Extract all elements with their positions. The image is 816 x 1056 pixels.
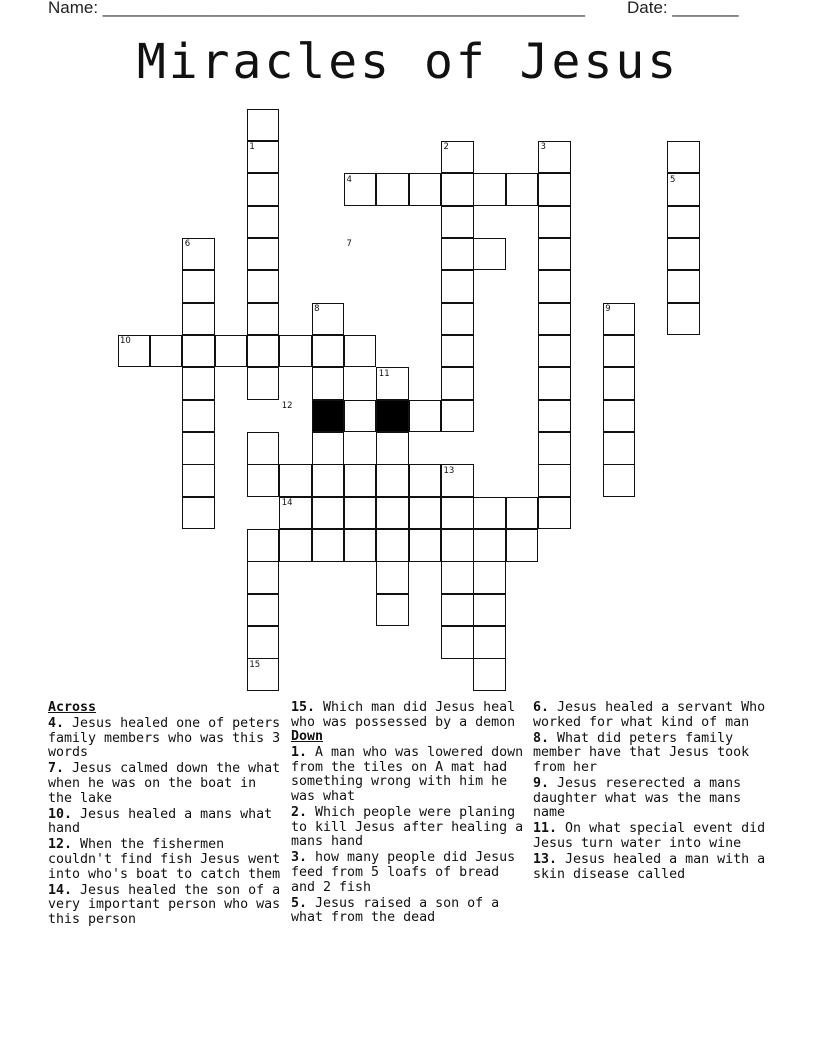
grid-cell[interactable] [603,335,636,368]
clue-number-5: 5 [669,174,676,185]
grid-cell[interactable] [441,400,474,433]
grid-cell[interactable] [538,400,571,433]
grid-cell[interactable] [182,335,215,368]
down-clue-3: 3. how many people did Jesus feed from 5 loafs of bread and 2 fish [291,850,516,895]
grid-cell[interactable] [409,173,442,206]
grid-cell[interactable] [538,335,571,368]
grid-cell[interactable] [603,464,636,497]
grid-cell[interactable] [247,335,280,368]
page-title: Miracles of Jesus [136,34,680,90]
grid-cell[interactable] [473,658,506,691]
across-clue-4: 4. Jesus healed one of peters family members who was this 3 words [48,716,281,761]
clue-number-2: 2 [443,142,449,153]
down-clue-13: 13. Jesus healed a man with a skin disease called [533,851,766,882]
grid-cell[interactable] [441,367,474,400]
grid-cell[interactable] [603,432,636,465]
clue-number-12: 12 [281,401,293,412]
grid-cell[interactable] [376,173,409,206]
grid-cell[interactable] [344,335,377,368]
grid-cell[interactable] [409,497,442,530]
grid-cell[interactable] [182,464,215,497]
grid-cell[interactable] [376,497,409,530]
clue-number-11: 11 [378,368,390,379]
grid-cell[interactable] [473,626,506,659]
grid-cell[interactable] [409,464,442,497]
grid-cell[interactable] [441,206,474,239]
across-clue-12: 12. When the fishermen couldn't find fish Jesus went into who's boat to catch them [48,837,281,882]
clue-number-13: 13 [443,465,455,476]
grid-cell[interactable] [312,367,345,400]
grid-cell[interactable] [667,238,700,271]
grid-cell[interactable] [344,497,377,530]
grid-cell[interactable] [312,335,345,368]
grid-cell[interactable] [538,238,571,271]
down-heading: Down [291,729,324,745]
clue-number-14: 14 [281,498,293,509]
down-clue-1: 1. A man who was lowered down from the tiles on A mat had something wrong with him he was what [291,745,524,805]
grid-cell[interactable] [344,400,377,433]
grid-cell[interactable] [182,270,215,303]
grid-cell[interactable] [409,529,442,562]
across-clue-10: 10. Jesus healed a mans what hand [48,806,273,837]
clues-column-3 [533,701,773,882]
grid-cell[interactable] [441,173,474,206]
grid-cell[interactable] [215,335,248,368]
grid-cell[interactable] [376,464,409,497]
grid-cell[interactable] [473,497,506,530]
grid-cell[interactable] [538,270,571,303]
grid-cell[interactable] [506,173,539,206]
grid-cell[interactable] [279,464,312,497]
down-clue-9: 9. Jesus reserected a mans daughter what was the mans name [533,775,742,821]
grid-cell[interactable] [538,432,571,465]
grid-cell[interactable] [441,561,474,594]
grid-cell[interactable] [279,529,312,562]
grid-cell[interactable] [344,464,377,497]
grid-cell[interactable] [538,367,571,400]
clue-number-7: 7 [346,239,352,250]
clue-number-1: 1 [249,142,255,153]
grid-cell[interactable] [247,464,280,497]
across-clue-7: 7. Jesus calmed down the what when he was on the boat in the lake [48,761,281,806]
grid-cell[interactable] [247,432,280,465]
grid-cell[interactable] [312,464,345,497]
clues-column-2 [291,701,526,926]
grid-cell[interactable] [182,303,215,336]
grid-cell[interactable] [344,529,377,562]
grid-cell[interactable] [473,529,506,562]
grid-cell[interactable] [247,594,280,627]
across-heading: Across [48,700,97,715]
grid-cell[interactable] [182,497,215,530]
clues-column-1 [48,701,283,927]
grid-cell[interactable] [247,561,280,594]
grid-cell[interactable] [279,335,312,368]
grid-cell[interactable] [247,303,280,336]
down-clue-8: 8. What did peters family member have that Jesus took from her [533,730,750,775]
across-clue-15: 15. Which man did Jesus heal who was possessed by a demon [291,700,516,730]
grid-cell[interactable] [376,561,409,594]
name-field[interactable]: Name: ___________________________________________________ [48,0,585,17]
clue-number-3: 3 [540,142,546,153]
grid-cell[interactable] [247,367,280,400]
grid-cell[interactable] [409,400,442,433]
grid-cell[interactable] [473,594,506,627]
clue-number-8: 8 [314,304,320,315]
grid-cell[interactable] [312,529,345,562]
down-clue-5: 5. Jesus raised a son of a what from the dead [291,895,500,926]
grid-cell[interactable] [247,529,280,562]
grid-cell[interactable] [376,432,409,465]
grid-cell[interactable] [603,367,636,400]
grid-cell[interactable] [538,173,571,206]
grid-cell[interactable] [441,497,474,530]
down-clue-11: 11. On what special event did Jesus turn water into wine [533,821,766,851]
grid-cell[interactable] [247,270,280,303]
clue-number-4: 4 [346,174,352,185]
grid-cell[interactable] [667,141,700,174]
down-clue-2: 2. Which people were planing to kill Jesus after healing a mans hand [291,805,524,850]
grid-cell[interactable] [473,561,506,594]
grid-cell[interactable] [441,303,474,336]
grid-cell[interactable] [506,529,539,562]
grid-cell[interactable] [473,173,506,206]
grid-cell[interactable] [538,497,571,530]
grid-cell[interactable] [667,270,700,303]
date-field[interactable]: Date: _______ [627,0,739,17]
grid-cell[interactable] [667,303,700,336]
grid-cell[interactable] [312,497,345,530]
clue-number-15: 15 [249,659,261,670]
grid-cell[interactable] [182,432,215,465]
clue-number-9: 9 [605,304,611,315]
grid-cell[interactable] [603,400,636,433]
grid-cell[interactable] [441,335,474,368]
grid-cell[interactable] [376,529,409,562]
grid-cell[interactable] [667,206,700,239]
grid-cell[interactable] [182,400,215,433]
grid-cell[interactable] [441,626,474,659]
grid-cell[interactable] [247,238,280,271]
grid-cell[interactable] [247,626,280,659]
grid-cell[interactable] [538,303,571,336]
clue-number-6: 6 [184,239,191,250]
grid-cell[interactable] [441,238,474,271]
grid-cell[interactable] [441,270,474,303]
grid-cell[interactable] [247,173,280,206]
grid-cell[interactable] [376,594,409,627]
grid-cell[interactable] [538,206,571,239]
grid-cell[interactable] [247,109,280,142]
across-clue-14: 14. Jesus healed the son of a very important person who was this person [48,882,281,927]
grid-cell[interactable] [150,335,183,368]
grid-cell[interactable] [473,238,506,271]
down-clue-6: 6. Jesus healed a servant Who worked for what kind of man [533,700,766,730]
grid-cell[interactable] [506,497,539,530]
grid-cell[interactable] [247,206,280,239]
black-square [312,400,345,433]
grid-cell[interactable] [182,367,215,400]
grid-cell[interactable] [441,529,474,562]
grid-cell[interactable] [538,464,571,497]
clue-number-10: 10 [120,336,131,347]
grid-cell[interactable] [312,432,345,465]
grid-cell[interactable] [441,594,474,627]
black-square [376,400,409,433]
